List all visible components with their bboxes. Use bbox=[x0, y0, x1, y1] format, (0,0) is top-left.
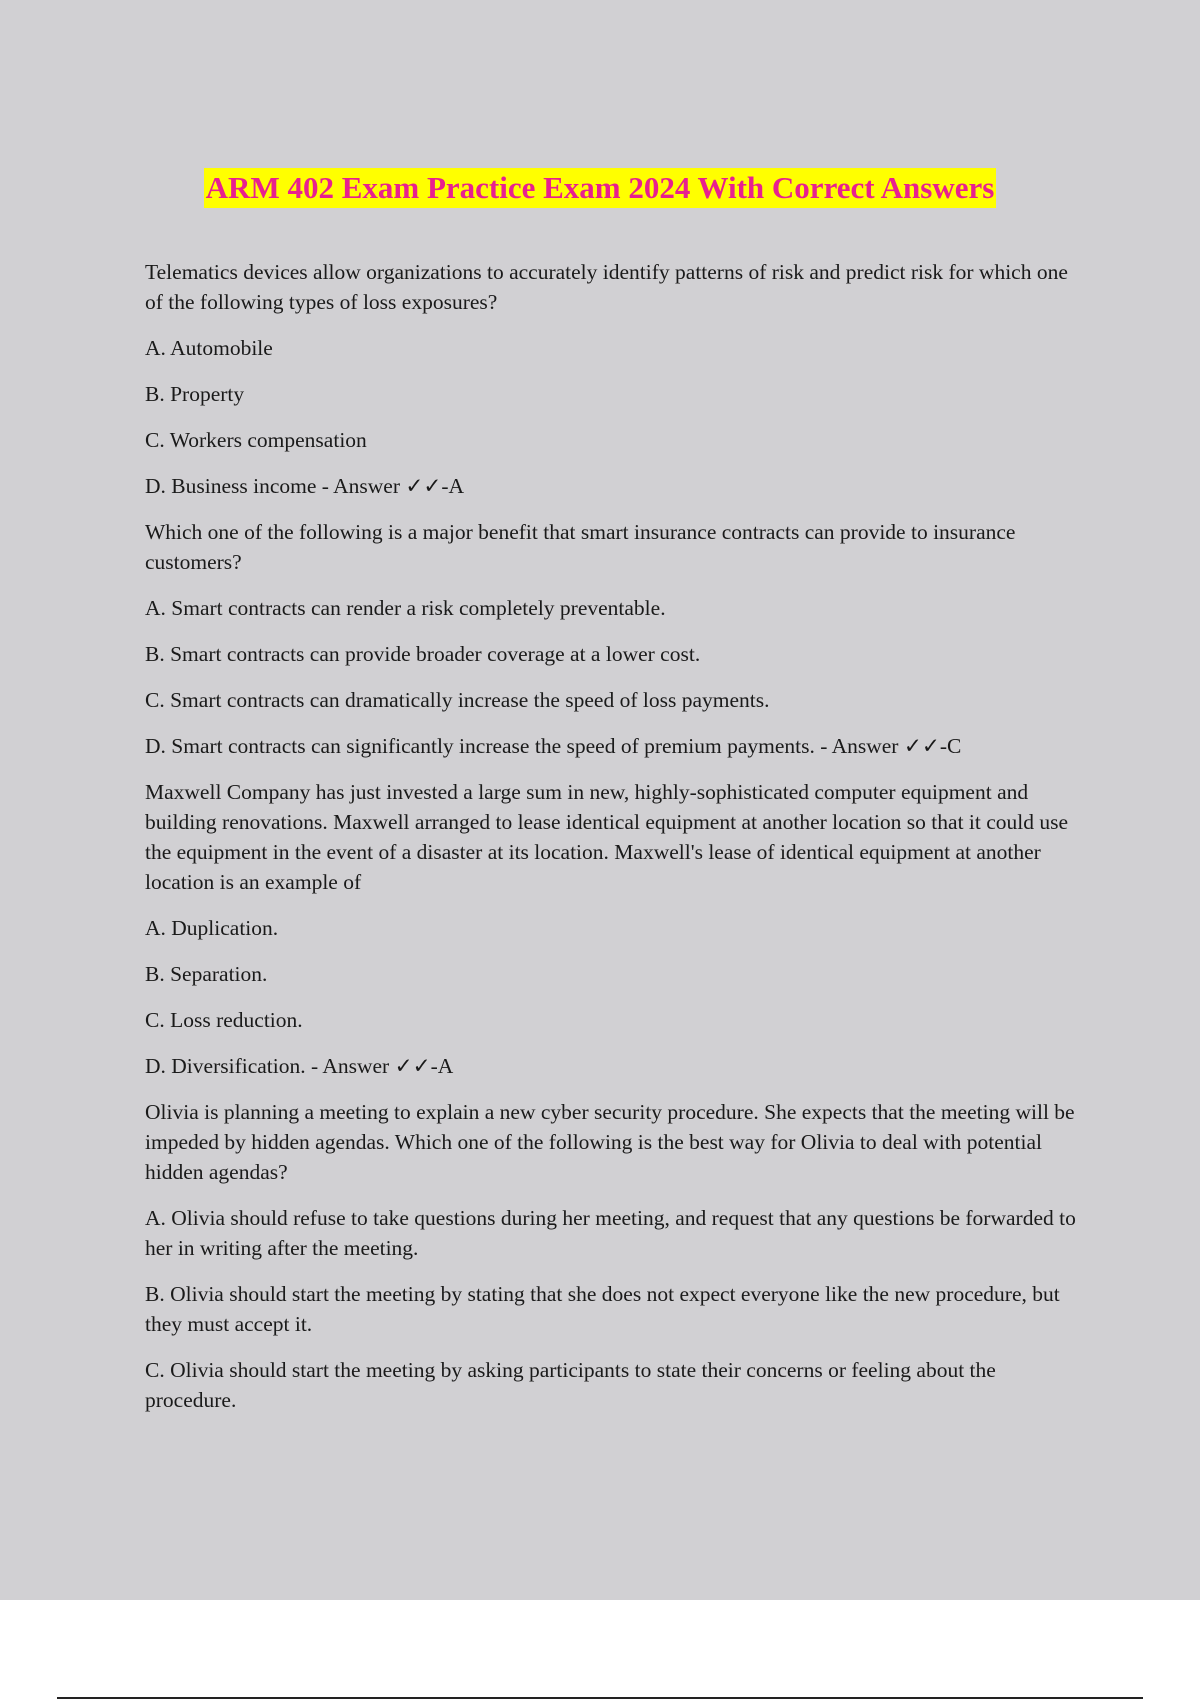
question-4-stem: Olivia is planning a meeting to explain a new cyber security procedure. She expects that the meeting will be impeded by hidden agendas. Which one of the following is the best way for Olivia to deal with potential hidden agendas? bbox=[145, 1100, 1075, 1184]
question-4-option-c: C. Olivia should start the meeting by asking participants to state their concerns or feeling about the procedure. bbox=[145, 1358, 996, 1412]
question-3-option-d-answer: D. Diversification. - Answer ✓✓-A bbox=[145, 1054, 454, 1078]
question-1-stem: Telematics devices allow organizations to accurately identify patterns of risk and predict risk for which one of the following types of loss exposures? bbox=[145, 260, 1068, 314]
question-3-option-c: C. Loss reduction. bbox=[145, 1008, 303, 1032]
title-container bbox=[0, 168, 1200, 208]
question-1-option-b: B. Property bbox=[145, 382, 245, 406]
question-2-option-d-answer: D. Smart contracts can significantly increase the speed of premium payments. - Answer ✓✓-C bbox=[145, 734, 962, 758]
next-page-margin bbox=[0, 1600, 1200, 1700]
document-title: ARM 402 Exam Practice Exam 2024 With Correct Answers bbox=[204, 168, 997, 208]
document-body bbox=[145, 257, 1085, 1431]
question-3-option-b: B. Separation. bbox=[145, 962, 268, 986]
question-2-option-c: C. Smart contracts can dramatically increase the speed of loss payments. bbox=[145, 688, 770, 712]
question-3-option-a: A. Duplication. bbox=[145, 916, 279, 940]
question-2-stem: Which one of the following is a major benefit that smart insurance contracts can provide to insurance customers? bbox=[145, 520, 1016, 574]
question-4-option-a: A. Olivia should refuse to take questions during her meeting, and request that any questions be forwarded to her in writing after the meeting. bbox=[145, 1206, 1076, 1260]
question-2-option-a: A. Smart contracts can render a risk completely preventable. bbox=[145, 596, 666, 620]
question-1-option-a: A. Automobile bbox=[145, 336, 273, 360]
question-1-option-d-answer: D. Business income - Answer ✓✓-A bbox=[145, 474, 465, 498]
page-divider-line bbox=[57, 1697, 1143, 1699]
question-4-option-b: B. Olivia should start the meeting by stating that she does not expect everyone like the new procedure, but they must accept it. bbox=[145, 1282, 1060, 1336]
question-1-option-c: C. Workers compensation bbox=[145, 428, 367, 452]
question-2-option-b: B. Smart contracts can provide broader coverage at a lower cost. bbox=[145, 642, 701, 666]
question-3-stem: Maxwell Company has just invested a large sum in new, highly-sophisticated computer equipment and building renovations. Maxwell arranged to lease identical equipment at another location so that it could use the equipment in the event of a disaster at its location. Maxwell's lease of identical equipment at another location is an example of bbox=[145, 780, 1069, 894]
